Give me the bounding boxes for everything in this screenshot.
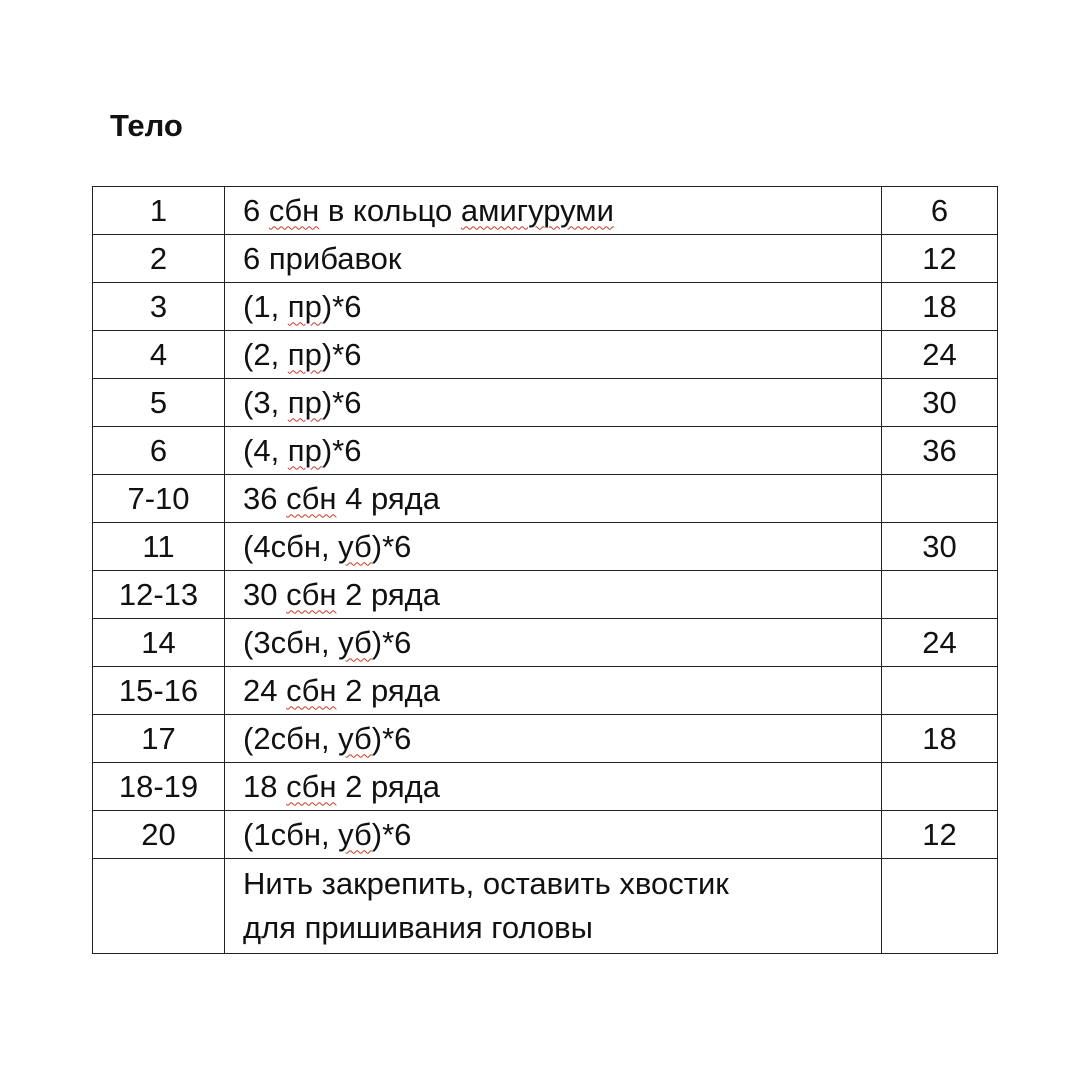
instruction-text: (4сбн, bbox=[243, 528, 339, 564]
row-number-cell: 3 bbox=[93, 283, 225, 331]
row-number-cell: 15-16 bbox=[93, 667, 225, 715]
row-number-cell: 17 bbox=[93, 715, 225, 763]
instruction-cell bbox=[225, 331, 882, 379]
instruction-text: 6 bbox=[243, 192, 269, 228]
stitch-count-cell: 30 bbox=[882, 523, 998, 571]
table-row bbox=[93, 523, 998, 571]
table-row-final bbox=[93, 859, 998, 954]
stitch-count-cell: 6 bbox=[882, 187, 998, 235]
instruction-text: 24 bbox=[243, 672, 287, 708]
table-row bbox=[93, 331, 998, 379]
instruction-abbrev: пр bbox=[287, 288, 322, 324]
instruction-abbrev: пр bbox=[287, 384, 322, 420]
table-row bbox=[93, 667, 998, 715]
instruction-cell bbox=[225, 667, 882, 715]
instruction-text: )*6 bbox=[321, 336, 362, 372]
instruction-text: 4 ряда bbox=[336, 480, 440, 516]
table-row bbox=[93, 379, 998, 427]
row-number-cell: 6 bbox=[93, 427, 225, 475]
instruction-cell bbox=[225, 763, 882, 811]
stitch-count-cell: 12 bbox=[882, 811, 998, 859]
instruction-abbrev: сбн bbox=[286, 480, 337, 516]
instruction-text: 2 ряда bbox=[336, 768, 440, 804]
row-number-cell: 14 bbox=[93, 619, 225, 667]
instruction-text: 6 прибавок bbox=[243, 240, 402, 276]
instruction-text: )*6 bbox=[321, 288, 362, 324]
table-row bbox=[93, 715, 998, 763]
instruction-text: )*6 bbox=[371, 720, 412, 756]
table-row bbox=[93, 187, 998, 235]
stitch-count-cell: 18 bbox=[882, 283, 998, 331]
instruction-abbrev: пр bbox=[287, 336, 322, 372]
instruction-text: )*6 bbox=[321, 384, 362, 420]
table-row bbox=[93, 235, 998, 283]
instruction-line-2: для пришивания головы bbox=[243, 910, 593, 945]
instruction-abbrev: сбн bbox=[268, 192, 320, 228]
instruction-text: 30 bbox=[243, 576, 287, 612]
stitch-count-cell bbox=[882, 571, 998, 619]
stitch-count-cell: 30 bbox=[882, 379, 998, 427]
stitch-count-cell: 24 bbox=[882, 619, 998, 667]
row-number-cell: 5 bbox=[93, 379, 225, 427]
instruction-cell bbox=[225, 427, 882, 475]
stitch-count-cell bbox=[882, 859, 998, 954]
instruction-abbrev: амигуруми bbox=[460, 192, 614, 228]
table-row bbox=[93, 475, 998, 523]
table-row bbox=[93, 571, 998, 619]
instruction-abbrev: уб bbox=[338, 816, 372, 852]
instruction-text: (4, bbox=[243, 432, 288, 468]
table-row bbox=[93, 283, 998, 331]
instruction-text: )*6 bbox=[371, 816, 412, 852]
instruction-text: )*6 bbox=[321, 432, 362, 468]
instruction-cell bbox=[225, 475, 882, 523]
instruction-abbrev: сбн bbox=[286, 672, 337, 708]
instruction-cell bbox=[225, 187, 882, 235]
instruction-text: (2сбн, bbox=[243, 720, 339, 756]
instruction-text: (3сбн, bbox=[243, 624, 339, 660]
instruction-text: 2 ряда bbox=[336, 576, 440, 612]
page-title: Тело bbox=[110, 108, 183, 143]
stitch-count-cell bbox=[882, 763, 998, 811]
table-row bbox=[93, 427, 998, 475]
stitch-count-cell: 12 bbox=[882, 235, 998, 283]
instruction-text: (2, bbox=[243, 336, 288, 372]
instruction-text: )*6 bbox=[371, 528, 412, 564]
instruction-text: 36 bbox=[243, 480, 287, 516]
instruction-text: 18 bbox=[243, 768, 287, 804]
row-number-cell: 12-13 bbox=[93, 571, 225, 619]
row-number-cell: 7-10 bbox=[93, 475, 225, 523]
stitch-count-cell bbox=[882, 667, 998, 715]
instruction-text: (1сбн, bbox=[243, 816, 339, 852]
instruction-cell bbox=[225, 571, 882, 619]
instruction-abbrev: уб bbox=[338, 624, 372, 660]
instruction-line-1: Нить закрепить, оставить хвостик bbox=[243, 866, 729, 901]
table-row bbox=[93, 619, 998, 667]
instruction-text: (1, bbox=[243, 288, 288, 324]
row-number-cell: 1 bbox=[93, 187, 225, 235]
stitch-count-cell: 24 bbox=[882, 331, 998, 379]
instruction-cell bbox=[225, 523, 882, 571]
instruction-cell bbox=[225, 859, 882, 954]
row-number-cell: 11 bbox=[93, 523, 225, 571]
row-number-cell: 4 bbox=[93, 331, 225, 379]
instruction-cell bbox=[225, 715, 882, 763]
instruction-text: (3, bbox=[243, 384, 288, 420]
stitch-count-cell: 18 bbox=[882, 715, 998, 763]
instruction-abbrev: пр bbox=[287, 432, 322, 468]
instruction-cell bbox=[225, 619, 882, 667]
row-number-cell: 18-19 bbox=[93, 763, 225, 811]
instruction-abbrev: уб bbox=[338, 720, 372, 756]
stitch-count-cell: 36 bbox=[882, 427, 998, 475]
row-number-cell: 20 bbox=[93, 811, 225, 859]
instruction-cell bbox=[225, 379, 882, 427]
stitch-count-cell bbox=[882, 475, 998, 523]
instruction-cell bbox=[225, 811, 882, 859]
row-number-cell bbox=[93, 859, 225, 954]
row-number-cell: 2 bbox=[93, 235, 225, 283]
table-row bbox=[93, 763, 998, 811]
instruction-cell bbox=[225, 283, 882, 331]
instruction-text: в кольцо bbox=[319, 192, 461, 228]
instruction-text: 2 ряда bbox=[336, 672, 440, 708]
pattern-table-body bbox=[93, 187, 998, 954]
instruction-text: )*6 bbox=[371, 624, 412, 660]
pattern-table bbox=[92, 186, 998, 954]
instruction-cell bbox=[225, 235, 882, 283]
instruction-abbrev: сбн bbox=[286, 576, 337, 612]
instruction-abbrev: сбн bbox=[286, 768, 337, 804]
instruction-abbrev: уб bbox=[338, 528, 372, 564]
table-row bbox=[93, 811, 998, 859]
